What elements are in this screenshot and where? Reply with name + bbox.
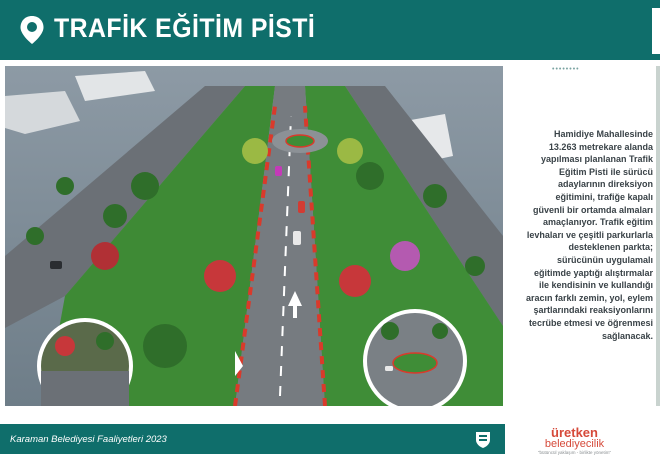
decorative-dots: •••••••• — [552, 66, 580, 73]
aerial-rendering — [5, 66, 503, 406]
description-line: levhaları ve çeşitli parkurlarla — [526, 229, 653, 240]
municipality-crest-icon — [474, 429, 492, 449]
description-line: aracın farklı zemin, yol, eylem — [525, 292, 653, 303]
track-render-image — [5, 66, 503, 406]
description-line: adaylarının direksiyon — [557, 179, 653, 190]
description-line: güvenli bir ortamda almaları — [532, 204, 653, 215]
brand-line-1: üretken — [551, 425, 598, 440]
page-title: TRAFİK EĞİTİM PİSTİ — [54, 13, 316, 43]
footer-caption: Karaman Belediyesi Faaliyetleri 2023 — [10, 434, 167, 445]
description-line: eğitimini, trafiğe kapalı — [555, 191, 653, 202]
description-line: eğitimde yaptığı alıştırmalar — [533, 267, 653, 278]
description-line: 13.263 metrekare alanda — [548, 141, 653, 152]
description-line: yapılması planlanan Trafik — [540, 154, 653, 165]
description-line: sürücünün uygulamalı — [556, 254, 653, 265]
description-line: Hamidiye Mahallesinde — [553, 129, 653, 139]
description-line: amaçlanıyor. Trafik eğitim — [542, 217, 653, 228]
description-line: sağlanacak. — [601, 330, 653, 341]
page-header — [0, 0, 660, 60]
location-pin-icon — [18, 14, 46, 46]
brand-line-2: belediyecilik — [544, 438, 605, 450]
description-line: ile kendisinin ve kullandığı — [538, 280, 653, 291]
project-description — [513, 128, 653, 342]
page-bottom-margin — [0, 466, 660, 475]
description-line: şartlarındaki reaksiyonlarını — [533, 305, 653, 316]
description-line: desteklenen parkta; — [568, 242, 653, 253]
brand-logo — [527, 426, 622, 456]
description-line: tecrübe etmesi ve öğrenmesi — [528, 317, 653, 328]
description-line: Eğitim Pisti ile sürücü — [558, 166, 653, 177]
edge-strip — [656, 66, 660, 406]
brand-slogan: "bütüncül yaklaşım - birlikte yönetim" — [537, 450, 612, 455]
